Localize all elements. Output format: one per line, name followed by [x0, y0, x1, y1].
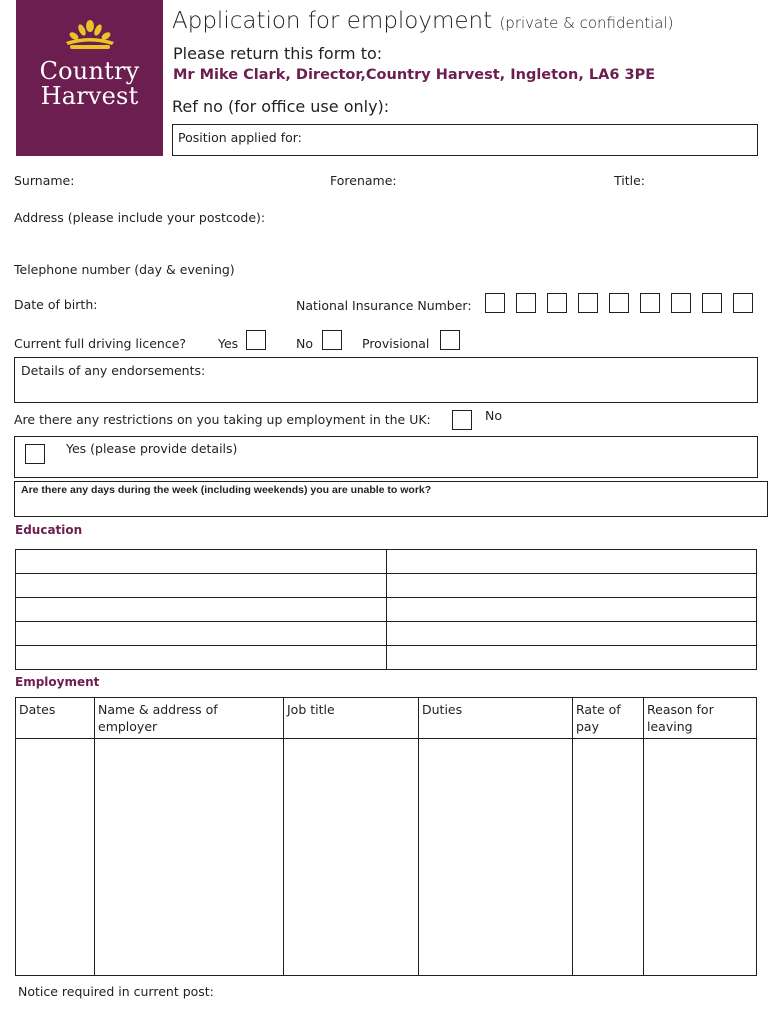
ni-box[interactable] — [485, 293, 505, 313]
licence-label: Current full driving licence? — [14, 336, 187, 351]
restrictions-yes-checkbox[interactable] — [25, 444, 45, 464]
education-cell[interactable] — [387, 574, 757, 598]
unavailable-days-field[interactable] — [14, 481, 768, 517]
page-title — [172, 8, 673, 34]
ni-box[interactable] — [671, 293, 691, 313]
licence-provisional-checkbox[interactable] — [440, 330, 460, 350]
licence-yes-checkbox[interactable] — [246, 330, 266, 350]
education-cell[interactable] — [16, 574, 387, 598]
employment-heading: Employment — [15, 675, 100, 689]
notice-label: Notice required in current post: — [18, 984, 214, 999]
forename-label: Forename: — [330, 173, 397, 188]
education-cell[interactable] — [387, 598, 757, 622]
ni-box[interactable] — [702, 293, 722, 313]
endorsements-field[interactable] — [14, 357, 758, 403]
col-job-title: Job title — [284, 698, 419, 739]
col-employer: Name & address of employer — [95, 698, 284, 739]
education-cell[interactable] — [16, 622, 387, 646]
ni-box[interactable] — [547, 293, 567, 313]
dob-label: Date of birth: — [14, 297, 98, 312]
employment-cell[interactable] — [573, 739, 644, 976]
ref-no-label: Ref no (for office use only): — [172, 97, 390, 116]
ni-label: National Insurance Number: — [296, 298, 472, 313]
wheat-crest-icon — [62, 20, 118, 52]
restrictions-no-label: No — [485, 408, 502, 423]
logo-line-1: Country — [39, 57, 140, 85]
endorsements-label: Details of any endorsements: — [21, 363, 206, 378]
address-label: Address (please include your postcode): — [14, 210, 266, 225]
licence-provisional-label: Provisional — [362, 336, 430, 351]
employment-table — [15, 697, 757, 976]
employment-cell[interactable] — [644, 739, 757, 976]
restrictions-label: Are there any restrictions on you taking up employment in the UK: — [14, 412, 431, 427]
education-cell[interactable] — [387, 622, 757, 646]
restrictions-no-checkbox[interactable] — [452, 410, 472, 430]
employment-cell[interactable] — [284, 739, 419, 976]
education-table — [15, 549, 757, 670]
restrictions-yes-label: Yes (please provide details) — [66, 441, 238, 456]
position-label: Position applied for: — [178, 130, 302, 145]
licence-yes-label: Yes — [218, 336, 239, 351]
employment-cell[interactable] — [419, 739, 573, 976]
logo-line-2: Harvest — [40, 82, 139, 110]
ni-box[interactable] — [578, 293, 598, 313]
ni-box[interactable] — [733, 293, 753, 313]
position-field[interactable] — [172, 124, 758, 156]
ni-box[interactable] — [640, 293, 660, 313]
employment-cell[interactable] — [95, 739, 284, 976]
title-label: Title: — [614, 173, 645, 188]
licence-no-checkbox[interactable] — [322, 330, 342, 350]
education-heading: Education — [15, 523, 83, 537]
title-text: Application for employment — [172, 8, 493, 34]
return-address: Mr Mike Clark, Director,Country Harvest, Ingleton, LA6 3PE — [173, 67, 656, 83]
col-reason-for-leaving: Reason for leaving — [644, 698, 757, 739]
education-cell[interactable] — [16, 646, 387, 670]
employment-cell[interactable] — [16, 739, 95, 976]
col-rate-of-pay: Rate of pay — [573, 698, 644, 739]
restrictions-details-field[interactable] — [14, 436, 758, 478]
country-harvest-logo — [16, 0, 163, 156]
education-cell[interactable] — [387, 550, 757, 574]
education-cell[interactable] — [16, 550, 387, 574]
unavailable-days-label: Are there any days during the week (including weekends) you are unable to work? — [21, 484, 432, 496]
education-cell[interactable] — [16, 598, 387, 622]
col-dates: Dates — [16, 698, 95, 739]
col-duties: Duties — [419, 698, 573, 739]
ni-box[interactable] — [609, 293, 629, 313]
education-cell[interactable] — [387, 646, 757, 670]
surname-label: Surname: — [14, 173, 75, 188]
return-label: Please return this form to: — [173, 44, 383, 63]
licence-no-label: No — [296, 336, 313, 351]
title-note: (private & confidential) — [499, 14, 674, 32]
ni-box[interactable] — [516, 293, 536, 313]
telephone-label: Telephone number (day & evening) — [14, 262, 235, 277]
